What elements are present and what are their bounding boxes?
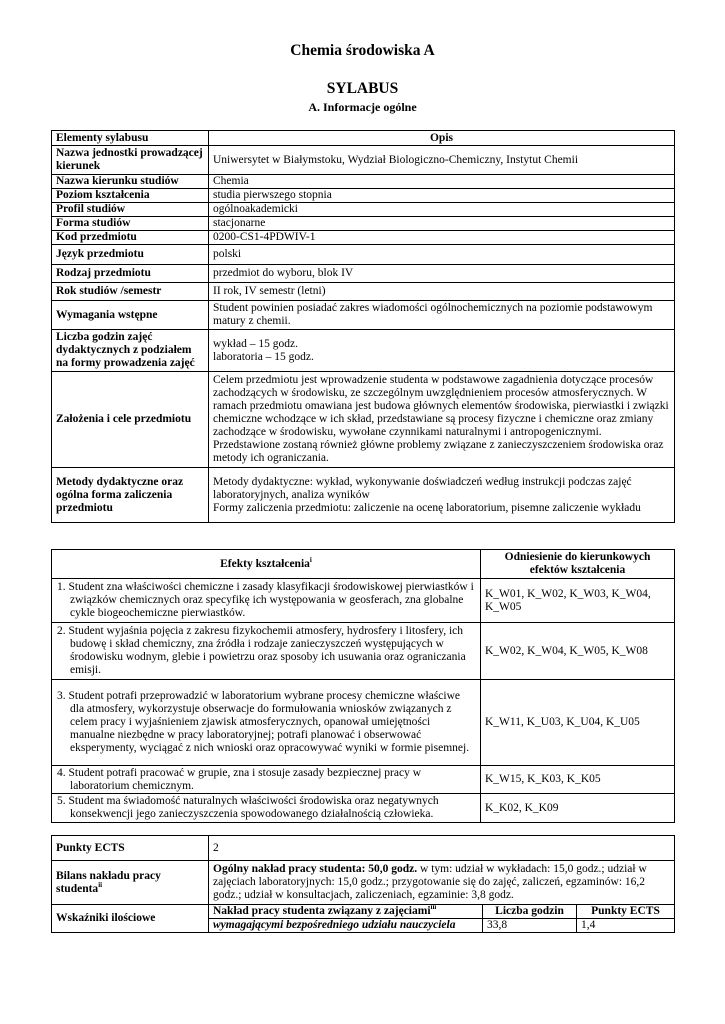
table-row <box>52 189 675 203</box>
table-row <box>52 301 675 330</box>
table-row <box>52 861 675 905</box>
outcome-reference: K_W11, K_U03, K_U04, K_U05 <box>481 680 675 766</box>
header-reference: Odniesienie do kierunkowych efektów kształcenia <box>481 550 675 579</box>
table-header-row <box>52 131 675 146</box>
workload-breakdown: w tym: udział w wykładach: 15,0 godz.; udział w zajęciach laboratoryjnych: 15,0 godz.; przygotowanie się do zajęć, zaliczeń, egzaminów: 16,2 godz.; udział w konsultacjach, zaliczeniach, egzaminie: 3,8 godz. <box>213 863 647 901</box>
table-row <box>52 468 675 523</box>
table-row <box>52 623 675 680</box>
row-label: Założenia i cele przedmiotu <box>52 372 209 468</box>
workload-balance-label <box>52 861 209 905</box>
footnote-marker: i <box>309 555 312 564</box>
row-label: Forma studiów <box>52 217 209 231</box>
row-value: Student powinien posiadać zakres wiadomości ogólnochemicznych na poziomie podstawowym matury z chemii. <box>209 301 675 330</box>
row-value <box>209 468 675 523</box>
row-label: Nazwa kierunku studiów <box>52 175 209 189</box>
points-header: Punkty ECTS <box>577 905 675 919</box>
table-row <box>52 283 675 301</box>
outcome-reference: K_W01, K_W02, K_W03, K_W04, K_W05 <box>481 579 675 623</box>
table-row <box>52 579 675 623</box>
table-row <box>52 265 675 283</box>
indicator-points: 1,4 <box>577 919 675 933</box>
indicator-hours: 33,8 <box>483 919 577 933</box>
workload-balance-text: Bilans nakładu pracy studenta <box>56 869 161 895</box>
row-label: Metody dydaktyczne oraz ogólna forma zaliczenia przedmiotu <box>52 468 209 523</box>
section-heading: A. Informacje ogólne <box>308 100 417 114</box>
learning-outcomes-table <box>51 549 675 823</box>
row-label: Rodzaj przedmiotu <box>52 265 209 283</box>
row-value: przedmiot do wyboru, blok IV <box>209 265 675 283</box>
table-row <box>52 203 675 217</box>
outcome-reference: K_K02, K_K09 <box>481 794 675 823</box>
ects-points-label: Punkty ECTS <box>52 836 209 861</box>
ects-points-value: 2 <box>209 836 675 861</box>
table-header-row <box>52 550 675 579</box>
workload-balance-value <box>209 861 675 905</box>
table-row <box>52 217 675 231</box>
table-row <box>52 766 675 794</box>
outcome-text: 1. Student zna właściwości chemiczne i zasady klasyfikacji środowiskowej pierwiastków i związków chemicznych oraz specyfikę ich występowania w geosferach, zna globalne cykle biogeochemiczne pierwiastków. <box>52 579 481 623</box>
indicators-header <box>209 905 483 919</box>
row-value: studia pierwszego stopnia <box>209 189 675 203</box>
syllabus-heading: SYLABUS <box>326 80 399 97</box>
ects-table <box>51 835 675 933</box>
table-row <box>52 175 675 189</box>
table-row <box>52 231 675 245</box>
general-info-table <box>51 130 675 523</box>
outcome-text: 2. Student wyjaśnia pojęcia z zakresu fizykochemii atmosfery, hydrosfery i litosfery, ich budowę i skład chemiczny, zna źródła i rodzaje zanieczyszczeń występujących w środowisku wodnym, glebie i powietrzu oraz sposoby ich usuwania oraz ograniczania emisji. <box>52 623 481 680</box>
outcome-text: 5. Student ma świadomość naturalnych właściwości środowiska oraz negatywnych konsekwencji jego zanieczyszczenia spowodowanego działalnością człowieka. <box>52 794 481 823</box>
outcome-reference: K_W15, K_K03, K_K05 <box>481 766 675 794</box>
row-value: 0200-CS1-4PDWIV-1 <box>209 231 675 245</box>
hours-header: Liczba godzin <box>483 905 577 919</box>
header-elements: Elementy sylabusu <box>52 131 209 146</box>
value-line: laboratoria – 15 godz. <box>213 350 314 363</box>
indicator-row-label: wymagającymi bezpośredniego udziału nauczyciela <box>209 919 483 933</box>
indicators-header-text: Nakład pracy studenta związany z zajęciami <box>213 905 431 917</box>
row-value: polski <box>209 245 675 265</box>
row-value: Uniwersytet w Białymstoku, Wydział Biologiczno-Chemiczny, Instytut Chemii <box>209 146 675 175</box>
row-label: Nazwa jednostki prowadzącej kierunek <box>52 146 209 175</box>
indicators-label: Wskaźniki ilościowe <box>52 905 209 933</box>
row-value: stacjonarne <box>209 217 675 231</box>
row-label: Język przedmiotu <box>52 245 209 265</box>
row-value <box>209 330 675 372</box>
row-label: Poziom kształcenia <box>52 189 209 203</box>
row-value: II rok, IV semestr (letni) <box>209 283 675 301</box>
row-label: Profil studiów <box>52 203 209 217</box>
outcome-text: 4. Student potrafi pracować w grupie, zna i stosuje zasady bezpiecznej pracy w laboratorium chemicznym. <box>52 766 481 794</box>
table-row <box>52 372 675 468</box>
row-value: ogólnoakademicki <box>209 203 675 217</box>
row-label: Liczba godzin zajęć dydaktycznych z podziałem na formy prowadzenia zajęć <box>52 330 209 372</box>
header-description: Opis <box>209 131 675 146</box>
table-row <box>52 330 675 372</box>
header-outcomes-label: Efekty kształcenia <box>220 557 310 570</box>
document-title: Chemia środowiska A <box>290 42 435 59</box>
row-label: Rok studiów /semestr <box>52 283 209 301</box>
value-line: wykład – 15 godz. <box>213 337 298 350</box>
row-value: Celem przedmiotu jest wprowadzenie studenta w podstawowe zagadnienia dotyczące procesów zachodzących w środowisku, ze szczególnym uwzględnieniem procesów atmosferycznych. W ramach przedmiotu omawiana jest budowa głównych elementów środowiska, pierwiastki i związki chemiczne wchodzące w ich skład, przedstawiane są procesy fizyczne i chemiczne oraz zmiany zachodzące w środowisku, wywołane czynnikami naturalnymi i antropogenicznymi. Przedstawione zostaną również główne problemy związane z zanieczyszczeniem środowiska oraz metody ich ograniczania. <box>209 372 675 468</box>
row-label: Kod przedmiotu <box>52 231 209 245</box>
outcome-reference: K_W02, K_W04, K_W05, K_W08 <box>481 623 675 680</box>
footnote-marker: ii <box>98 880 103 889</box>
outcome-text: 3. Student potrafi przeprowadzić w laboratorium wybrane procesy chemiczne właściwe dla atmosfery, wykorzystuje obserwacje do formułowania wniosków związanych z celem pracy i wyjaśnieniem zjawisk atmosferycznych, opanował umiejętności manualne niezbędne w pracy laboratoryjnej; potrafi planować i obserwować eksperymenty, wyciągać z nich wnioski oraz opracowywać wyniki w formie pisemnej. <box>52 680 481 766</box>
footnote-marker: iii <box>430 903 437 912</box>
table-row <box>52 146 675 175</box>
table-row <box>52 794 675 823</box>
header-outcomes <box>52 550 481 579</box>
workload-total: Ogólny nakład pracy studenta: 50,0 godz. <box>213 863 418 875</box>
value-line: Formy zaliczenia przedmiotu: zaliczenie na ocenę laboratorium, pisemne zaliczenie wykładu <box>213 501 641 514</box>
table-row <box>52 245 675 265</box>
value-line: Metody dydaktyczne: wykład, wykonywanie doświadczeń według instrukcji podczas zajęć laboratoryjnych, analiza wyników <box>213 475 632 501</box>
row-label: Wymagania wstępne <box>52 301 209 330</box>
table-row <box>52 836 675 861</box>
row-value: Chemia <box>209 175 675 189</box>
table-row <box>52 905 675 919</box>
table-row <box>52 680 675 766</box>
